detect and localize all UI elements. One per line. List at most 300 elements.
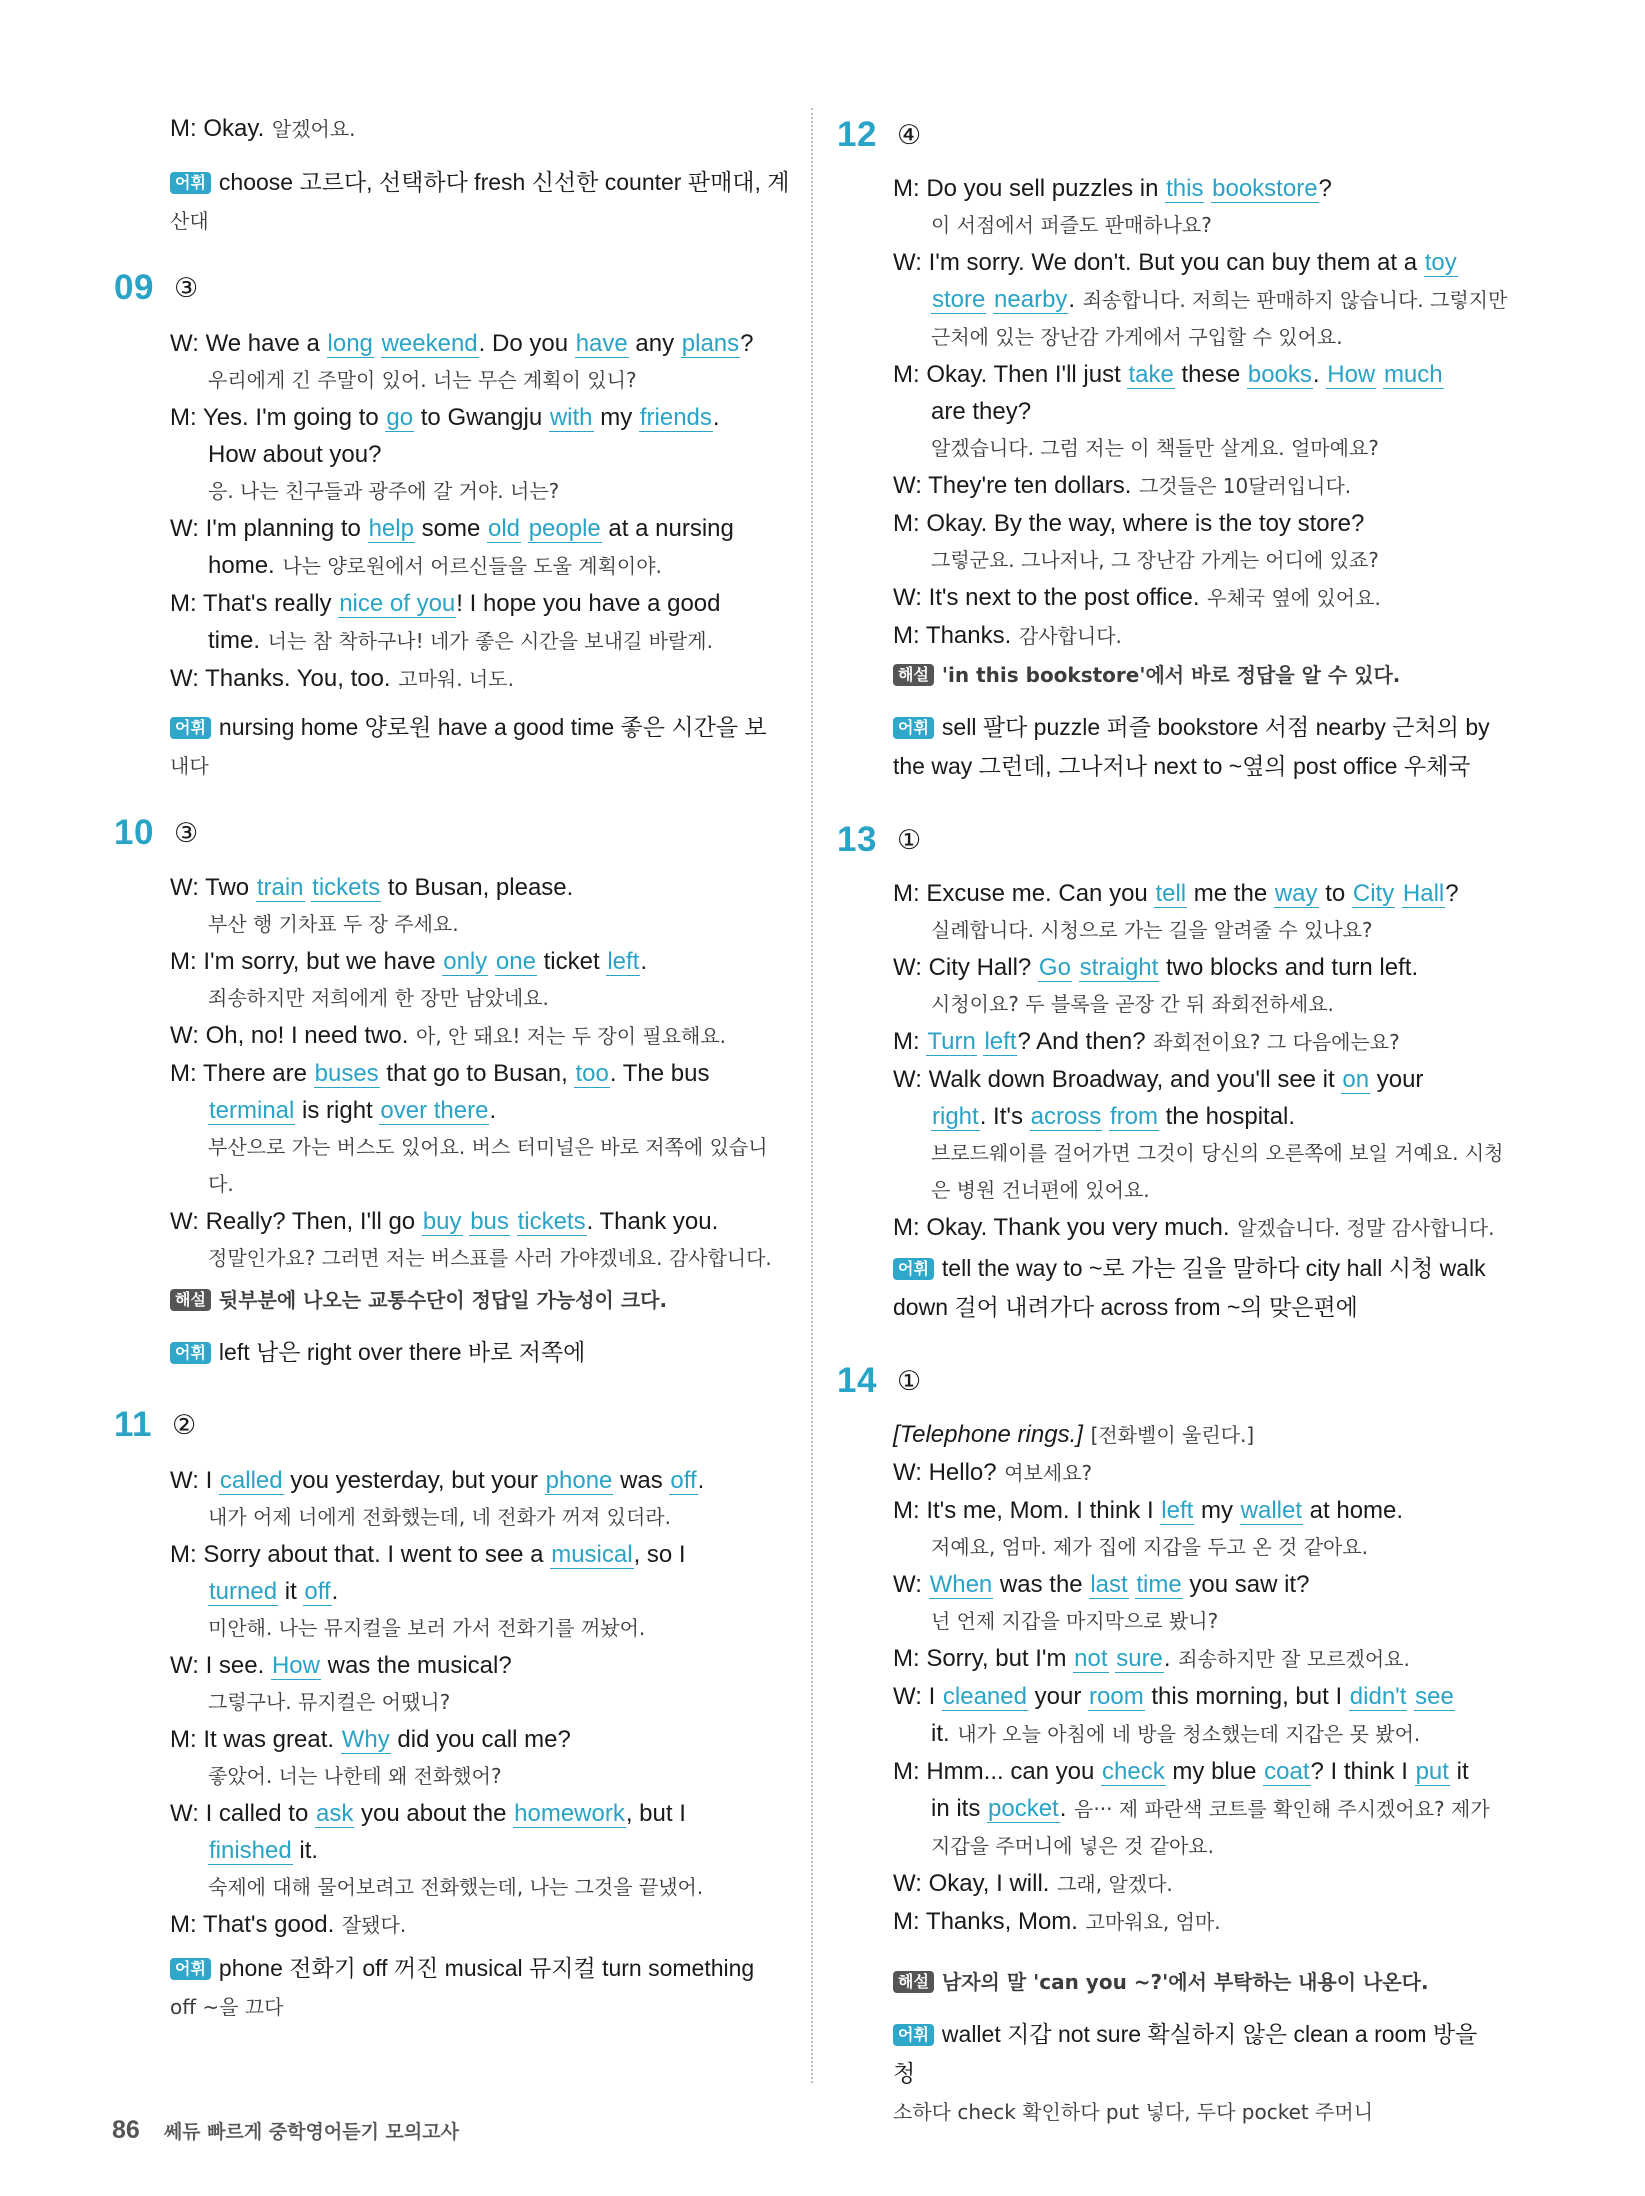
text-segment: M:	[893, 622, 926, 649]
text-segment: M:	[893, 175, 927, 202]
vocab-tag: 어휘	[170, 172, 211, 194]
blank-answer: City	[1352, 880, 1395, 907]
text-segment: Sorry about that. I went to see a	[203, 1541, 551, 1568]
text-segment: the way 그런데, 그나저나 next to ~옆의 post office 우체국	[893, 753, 1471, 779]
text-segment: Really? Then, I'll go	[205, 1208, 422, 1235]
text-segment: .	[1163, 1645, 1171, 1672]
blank-answer: last	[1090, 1571, 1128, 1598]
text-segment: 고마워. 너도.	[398, 667, 514, 691]
text-segment: W:	[170, 330, 206, 357]
text-segment: 죄송하지만 잘 모르겠어요.	[1178, 1647, 1410, 1671]
dialogue-line	[893, 1566, 1490, 1603]
text-segment: it.	[931, 1720, 950, 1747]
dialogue-line	[893, 244, 1507, 281]
text-segment: home.	[208, 552, 275, 579]
question-number: 11	[114, 1405, 152, 1444]
blank-answer: homework	[514, 1800, 625, 1827]
translation-line: 브로드웨이를 걸어가면 그것이 당신의 오른쪽에 보일 거예요. 시청	[931, 1141, 1504, 1165]
text-segment: sell 팔다 puzzle 퍼즐 bookstore 서점 nearby 근처의 by	[941, 714, 1490, 740]
text-segment: W:	[893, 1459, 929, 1486]
text-segment: wallet 지갑 not sure 확실하지 않은 clean a room 방을 청	[893, 2021, 1478, 2086]
text-segment: .	[640, 948, 648, 975]
translation-line: 그렇구나. 뮤지컬은 어땠니?	[208, 1690, 451, 1714]
blank-answer: old	[487, 515, 521, 542]
text-segment: , but I	[625, 1800, 686, 1827]
question-12-dialogue	[893, 170, 1507, 655]
text-segment	[1395, 880, 1402, 907]
text-segment: Excuse me. Can you	[926, 880, 1155, 907]
text-segment: W:	[170, 1800, 206, 1827]
text-segment: M:	[170, 948, 204, 975]
dialogue-line	[893, 1209, 1504, 1247]
text-segment: .	[1068, 286, 1076, 313]
text-segment: W:	[893, 249, 929, 276]
text-segment: nursing home 양로원 have a good time 좋은 시간을 보	[218, 714, 767, 740]
text-segment: W:	[170, 1652, 206, 1679]
dialogue-line	[170, 510, 754, 547]
text-segment: you saw it?	[1182, 1571, 1310, 1598]
question-13-dialogue	[893, 875, 1504, 1247]
text-segment: it	[278, 1578, 304, 1605]
text-segment: two blocks and turn left.	[1159, 954, 1419, 981]
blank-answer: nearby	[994, 286, 1068, 313]
text-segment: ?	[1445, 880, 1459, 907]
translation-line: 부산으로 가는 버스도 있어요. 버스 터미널은 바로 저쪽에 있습니	[208, 1135, 768, 1159]
text-segment: Do you sell puzzles in	[926, 175, 1166, 202]
text-segment: off ~을 끄다	[170, 1995, 284, 2019]
text-segment: any	[628, 330, 681, 357]
blank-answer: off	[304, 1578, 331, 1605]
translation-line: 우리에게 긴 주말이 있어. 너는 무슨 계획이 있니?	[208, 368, 637, 392]
question-13-vocab	[893, 1249, 1503, 1326]
blank-answer: When	[929, 1571, 993, 1598]
blank-answer: Hall	[1402, 880, 1445, 907]
dialogue-line	[170, 1906, 704, 1944]
text-segment: choose 고르다, 선택하다 fresh 신선한 counter 판매대, 계	[218, 169, 790, 195]
text-segment: W:	[893, 1571, 929, 1598]
dialogue-line	[170, 1017, 772, 1055]
blank-answer: on	[1342, 1066, 1370, 1093]
dialogue-line	[893, 617, 1507, 655]
text-segment: ?	[1318, 175, 1332, 202]
text-segment: Okay. Then I'll just	[926, 361, 1128, 388]
blank-answer: phone	[545, 1467, 613, 1494]
question-10-header	[114, 813, 198, 853]
blank-answer: Turn	[927, 1028, 976, 1055]
question-number: 12	[837, 115, 877, 154]
blank-answer: time	[1136, 1571, 1182, 1598]
text-segment	[521, 515, 528, 542]
blank-answer: put	[1415, 1758, 1449, 1785]
text-segment: ?	[740, 330, 754, 357]
text-segment: 좌회전이요? 그 다음에는요?	[1153, 1030, 1400, 1054]
dialogue-line	[893, 949, 1504, 986]
question-14-dialogue	[893, 1416, 1490, 1941]
text-segment: M:	[893, 361, 927, 388]
text-segment: tell the way to ~로 가는 길을 말하다 city hall 시청 walk	[941, 1255, 1486, 1281]
explain-tag: 해설	[893, 664, 934, 686]
blank-answer: finished	[209, 1837, 292, 1864]
blank-answer: check	[1102, 1758, 1165, 1785]
text-segment: was the	[993, 1571, 1090, 1598]
blank-answer: How	[271, 1652, 320, 1679]
dialogue-line	[170, 1832, 704, 1869]
blank-answer: weekend	[381, 330, 478, 357]
blank-answer: Go	[1038, 954, 1071, 981]
blank-answer: see	[1415, 1683, 1454, 1710]
question-10-dialogue	[170, 869, 772, 1277]
blank-answer: way	[1274, 880, 1318, 907]
blank-answer: buy	[422, 1208, 462, 1235]
text-segment: I	[928, 1683, 942, 1710]
translation-line: 내가 어제 너에게 전화했는데, 네 전화가 꺼져 있더라.	[208, 1505, 671, 1529]
text-segment: Hmm... can you	[926, 1758, 1102, 1785]
text-segment: That's really	[202, 590, 339, 617]
text-segment: [전화벨이 울린다.]	[1090, 1423, 1255, 1447]
blank-answer: left	[607, 948, 640, 975]
dialogue-line	[893, 1715, 1490, 1753]
text-segment: .	[1312, 361, 1327, 388]
question-12-vocab	[893, 708, 1503, 785]
blank-answer: bookstore	[1212, 175, 1318, 202]
dialogue-line	[170, 1462, 704, 1499]
dialogue-line: How about you?	[208, 441, 382, 468]
text-segment: It was great.	[203, 1726, 341, 1753]
question-12-header	[837, 115, 921, 155]
translation-line: 응. 나는 친구들과 광주에 갈 거야. 너는?	[208, 479, 560, 503]
text-segment: M:	[170, 404, 203, 431]
dialogue-line	[893, 1454, 1490, 1492]
text-segment: M:	[170, 1911, 203, 1938]
text-segment: some	[414, 515, 487, 542]
dialogue-line	[170, 547, 754, 585]
dialogue-line	[170, 1536, 704, 1573]
translation-line: 부산 행 기차표 두 장 주세요.	[208, 912, 459, 936]
translation-line: 좋았어. 너는 나한테 왜 전화했어?	[208, 1764, 502, 1788]
blank-answer: store	[932, 286, 986, 313]
blank-answer: over there	[380, 1097, 489, 1124]
blank-answer: How	[1327, 361, 1376, 388]
explain-tag: 해설	[893, 1971, 934, 1993]
text-segment: .	[697, 1467, 705, 1494]
translation-line: 시청이요? 두 블록을 곧장 간 뒤 좌회전하세요.	[931, 992, 1334, 1016]
dialogue-line	[893, 505, 1507, 542]
blank-answer: straight	[1079, 954, 1159, 981]
blank-answer: with	[549, 404, 593, 431]
blank-answer: one	[495, 948, 536, 975]
blank-answer: buses	[314, 1060, 379, 1087]
intro-line	[170, 110, 356, 148]
blank-answer: have	[575, 330, 628, 357]
text-segment: your	[1027, 1683, 1089, 1710]
text-segment: me the	[1187, 880, 1274, 907]
dialogue-line	[893, 1640, 1490, 1678]
dialogue-line	[893, 1098, 1504, 1135]
dialogue-line	[893, 1492, 1490, 1529]
dialogue-line	[893, 875, 1504, 912]
text-segment	[510, 1208, 517, 1235]
question-11-vocab	[170, 1949, 790, 2026]
text-segment: M:	[893, 1758, 927, 1785]
dialogue-line	[893, 467, 1507, 505]
text-segment: was the musical?	[320, 1652, 512, 1679]
dialogue-line	[893, 170, 1507, 207]
text-segment: M:	[170, 1726, 204, 1753]
text-segment: I'm sorry. We don't. But you can buy them at a	[928, 249, 1424, 276]
text-segment	[1102, 1103, 1109, 1130]
text-segment: this morning, but I	[1144, 1683, 1349, 1710]
text-segment: Okay, I will.	[928, 1870, 1050, 1897]
text-segment: Thanks.	[925, 622, 1012, 649]
dialogue-line	[170, 1092, 772, 1129]
question-number: 14	[837, 1361, 877, 1400]
translation-line: 정말인가요? 그러면 저는 버스표를 사러 가야겠네요. 감사합니다.	[208, 1246, 772, 1270]
text-segment: I called to	[205, 1800, 315, 1827]
text-segment: 음··· 제 파란색 코트를 확인해 주시겠어요? 제가	[1074, 1797, 1490, 1821]
text-segment: M:	[893, 510, 927, 537]
blank-answer: much	[1383, 361, 1443, 388]
translation-line: 은 병원 건너편에 있어요.	[931, 1178, 1150, 1202]
blank-answer: this	[1166, 175, 1204, 202]
translation-line: 알겠습니다. 그럼 저는 이 책들만 살게요. 얼마예요?	[931, 436, 1379, 460]
text-segment: ! I hope you have a good	[456, 590, 721, 617]
text-segment: City Hall?	[928, 954, 1038, 981]
text-segment: Two	[205, 874, 256, 901]
text-segment: time.	[208, 627, 261, 654]
answer-mark: ③	[173, 272, 199, 304]
text-segment: W:	[893, 1683, 929, 1710]
intro-vocab	[170, 163, 790, 240]
dialogue-line	[170, 1573, 704, 1610]
question-number: 13	[837, 820, 877, 859]
text-segment: . The bus	[609, 1060, 710, 1087]
text-segment: the hospital.	[1158, 1103, 1296, 1130]
blank-answer: across	[1030, 1103, 1102, 1130]
question-11-dialogue	[170, 1462, 704, 1944]
blank-answer: toy	[1424, 249, 1457, 276]
answer-mark: ④	[896, 119, 922, 151]
dialogue-line	[170, 1795, 704, 1832]
blank-answer: long	[327, 330, 373, 357]
text-segment: Walk down Broadway, and you'll see it	[928, 1066, 1342, 1093]
text-segment: to Gwangju	[414, 404, 549, 431]
answer-mark: ②	[172, 1409, 197, 1441]
text-segment: phone 전화기 off 꺼진 musical 뮤지컬 turn something	[218, 1955, 755, 1981]
vocab-tag: 어휘	[170, 1342, 211, 1364]
text-segment: 그래, 알겠다.	[1057, 1872, 1173, 1896]
translation-line: 저예요, 엄마. 제가 집에 지갑을 두고 온 것 같아요.	[931, 1535, 1369, 1559]
question-number: 09	[114, 268, 154, 307]
blank-answer: didn't	[1349, 1683, 1407, 1710]
text-segment: .	[331, 1578, 339, 1605]
text-segment: W:	[170, 1022, 206, 1049]
text-segment: . It's	[979, 1103, 1030, 1130]
text-segment: 나는 양로원에서 어르신들을 도울 계획이야.	[282, 554, 662, 578]
text-segment: was	[613, 1467, 670, 1494]
dialogue-line	[893, 1023, 1504, 1061]
text-segment: these	[1174, 361, 1247, 388]
text-segment: M: Okay.	[170, 115, 265, 142]
blank-answer: not	[1074, 1645, 1108, 1672]
text-segment: 고마워요, 엄마.	[1085, 1910, 1221, 1934]
text-segment: it.	[292, 1837, 319, 1864]
blank-answer: tickets	[517, 1208, 586, 1235]
text-segment: 죄송합니다. 저희는 판매하지 않습니다. 그렇지만	[1082, 288, 1508, 312]
text-segment: .	[712, 404, 720, 431]
text-segment: 남자의 말 'can you ~?'에서 부탁하는 내용이 나온다.	[941, 1970, 1429, 1994]
dialogue-line	[170, 1647, 704, 1684]
answer-mark: ③	[173, 817, 199, 849]
blank-answer: right	[932, 1103, 979, 1130]
column-divider	[811, 108, 813, 2083]
text-segment	[1376, 361, 1383, 388]
blank-answer: left	[1161, 1497, 1194, 1524]
text-segment: that go to Busan,	[379, 1060, 575, 1087]
text-segment: I	[205, 1467, 219, 1494]
text-segment: ticket	[536, 948, 607, 975]
question-13-header	[837, 820, 921, 860]
dialogue-line	[893, 1903, 1490, 1941]
blank-answer: off	[670, 1467, 697, 1494]
text-segment: 아, 안 돼요! 저는 두 장이 필요해요.	[416, 1024, 727, 1048]
text-segment: M:	[893, 880, 927, 907]
translation-line: 실례합니다. 시청으로 가는 길을 알려줄 수 있나요?	[931, 918, 1373, 942]
text-segment: left 남은 right over there 바로 저쪽에	[218, 1339, 586, 1365]
text-segment: 알겠습니다. 정말 감사합니다.	[1237, 1216, 1495, 1240]
dialogue-line	[893, 1416, 1490, 1454]
question-09-dialogue	[170, 325, 754, 698]
dialogue-line	[893, 579, 1507, 617]
text-segment: 너는 참 착하구나! 네가 좋은 시간을 보내길 바랄게.	[267, 629, 713, 653]
text-segment: . Thank you.	[586, 1208, 719, 1235]
question-11-header	[114, 1405, 196, 1445]
dialogue-line	[170, 1055, 772, 1092]
text-segment: W:	[893, 1066, 929, 1093]
text-segment: 알겠어요.	[271, 117, 356, 141]
blank-answer: cleaned	[942, 1683, 1027, 1710]
text-segment: ? And then?	[1017, 1028, 1146, 1055]
question-14-explain	[893, 1963, 1503, 2001]
text-segment: Okay. Thank you very much.	[926, 1214, 1230, 1241]
blank-answer: train	[256, 874, 304, 901]
blank-answer: musical	[551, 1541, 633, 1568]
translation-line: 숙제에 대해 물어보려고 전화했는데, 나는 그것을 끝냈어.	[208, 1875, 704, 1899]
text-segment: to Busan, please.	[381, 874, 574, 901]
translation-line: 근처에 있는 장난감 가게에서 구입할 수 있어요.	[931, 325, 1343, 349]
dialogue-line	[893, 1753, 1490, 1790]
blank-answer: take	[1128, 361, 1174, 388]
question-14-header	[837, 1361, 921, 1401]
answer-mark: ①	[896, 824, 922, 856]
text-segment: 감사합니다.	[1018, 624, 1122, 648]
question-10-explain	[170, 1281, 790, 1319]
text-segment: , so I	[633, 1541, 686, 1568]
text-segment: 우체국 옆에 있어요.	[1207, 586, 1381, 610]
translation-line: 죄송하지만 저희에게 한 장만 남았네요.	[208, 986, 549, 1010]
text-segment: 그것들은 10달러입니다.	[1139, 474, 1352, 498]
text-segment: M:	[893, 1028, 927, 1055]
dialogue-line	[893, 1061, 1504, 1098]
text-segment: M:	[170, 590, 203, 617]
text-segment	[488, 948, 495, 975]
dialogue-line	[893, 281, 1507, 319]
text-segment: in its	[931, 1795, 988, 1822]
text-segment: .	[1059, 1795, 1067, 1822]
text-segment: 뒷부분에 나오는 교통수단이 정답일 가능성이 크다.	[218, 1288, 668, 1312]
blank-answer: nice of you	[339, 590, 456, 617]
page-footer	[112, 2116, 459, 2145]
question-10-vocab	[170, 1333, 790, 1372]
text-segment: your	[1370, 1066, 1424, 1093]
text-segment: W:	[170, 515, 206, 542]
dialogue-line	[893, 1790, 1490, 1828]
dialogue-line	[170, 1203, 772, 1240]
text-segment: 소하다 check 확인하다 put 넣다, 두다 pocket 주머니	[893, 2100, 1374, 2124]
text-segment: [Telephone rings.]	[893, 1421, 1083, 1448]
text-segment: I'm planning to	[205, 515, 368, 542]
translation-line: 이 서점에서 퍼즐도 판매하나요?	[931, 213, 1212, 237]
text-segment: at a nursing	[601, 515, 734, 542]
blank-answer: go	[386, 404, 414, 431]
text-segment: It's me, Mom. I think I	[926, 1497, 1161, 1524]
translation-line: 넌 언제 지갑을 마지막으로 봤니?	[931, 1609, 1219, 1633]
text-segment: It's next to the post office.	[928, 584, 1200, 611]
text-segment: 'in this bookstore'에서 바로 정답을 알 수 있다.	[941, 663, 1401, 687]
text-segment: There are	[202, 1060, 314, 1087]
text-segment: W:	[170, 665, 206, 692]
blank-answer: too	[575, 1060, 609, 1087]
text-segment: is right	[295, 1097, 380, 1124]
blank-answer: room	[1089, 1683, 1144, 1710]
text-segment: W:	[170, 1467, 206, 1494]
blank-answer: from	[1109, 1103, 1158, 1130]
text-segment: That's good.	[202, 1911, 335, 1938]
text-segment: W:	[170, 1208, 206, 1235]
blank-answer: only	[443, 948, 488, 975]
text-segment: down 걸어 내려가다 across from ~의 맞은편에	[893, 1294, 1358, 1320]
text-segment: my	[1194, 1497, 1240, 1524]
text-segment: M:	[893, 1497, 927, 1524]
text-segment: you yesterday, but your	[283, 1467, 545, 1494]
blank-answer: plans	[681, 330, 740, 357]
text-segment: I'm sorry, but we have	[203, 948, 443, 975]
blank-answer: tell	[1155, 880, 1187, 907]
text-segment: W:	[893, 954, 929, 981]
text-segment: W:	[893, 584, 929, 611]
question-09-vocab	[170, 708, 790, 785]
dialogue-line	[170, 869, 772, 906]
text-segment: Yes. I'm going to	[202, 404, 386, 431]
blank-answer: ask	[315, 1800, 354, 1827]
text-segment: M:	[170, 1060, 203, 1087]
text-segment: We have a	[205, 330, 327, 357]
blank-answer: bus	[470, 1208, 509, 1235]
text-segment: W:	[170, 874, 206, 901]
blank-answer: Why	[341, 1726, 390, 1753]
page-number: 86	[112, 2116, 140, 2144]
dialogue-line	[170, 1721, 704, 1758]
answer-mark: ①	[896, 1365, 922, 1397]
text-segment: Oh, no! I need two.	[205, 1022, 409, 1049]
question-14-vocab	[893, 2015, 1503, 2131]
text-segment: Sorry, but I'm	[926, 1645, 1074, 1672]
text-segment	[1072, 954, 1079, 981]
text-segment: did you call me?	[390, 1726, 571, 1753]
text-segment: .	[489, 1097, 497, 1124]
vocab-tag: 어휘	[893, 717, 934, 739]
blank-answer: coat	[1264, 1758, 1310, 1785]
translation-line: 지갑을 주머니에 넣은 것 같아요.	[931, 1834, 1214, 1858]
